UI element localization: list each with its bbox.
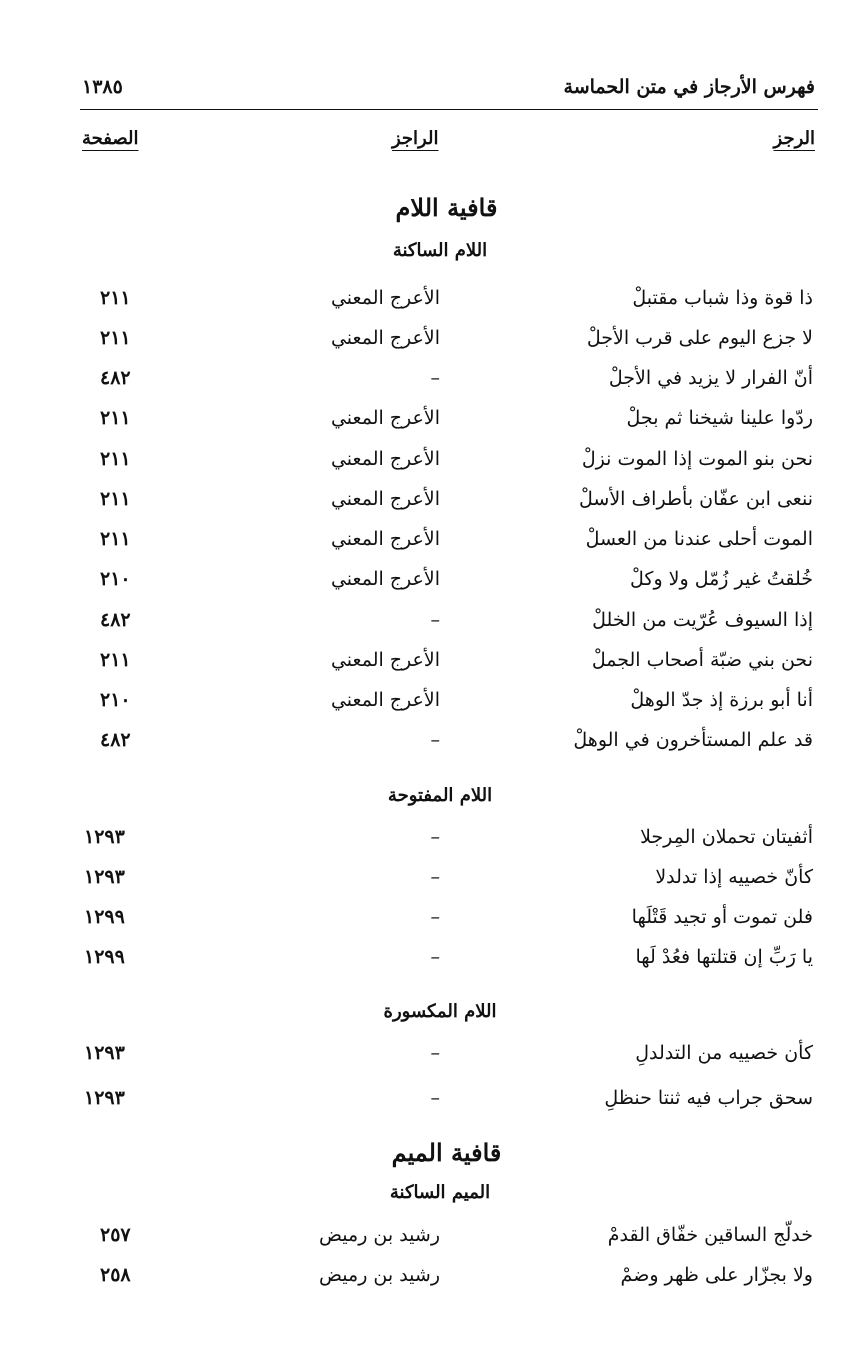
rajaz-verse: ولا بجزّار على ظهر وضمْ	[620, 1264, 813, 1286]
rajaz-verse: كأنّ خصييه إذا تدلدلا	[655, 866, 813, 888]
page-reference: ١٢٩٩	[84, 946, 125, 968]
page-reference: ٢١١	[100, 448, 131, 470]
column-header-rajaz: الرجز	[773, 128, 815, 149]
rajiz-name: –	[430, 946, 440, 968]
rajaz-verse: إذا السيوف عُرّيت من الخللْ	[592, 609, 813, 631]
header-rule	[80, 109, 818, 110]
page-reference: ١٢٩٩	[84, 906, 125, 928]
rajaz-verse: نحن بني ضبّة أصحاب الجملْ	[591, 649, 813, 671]
rajiz-name: –	[430, 729, 440, 751]
rajiz-name: رشيد بن رميض	[319, 1224, 440, 1246]
page-reference: ١٢٩٣	[84, 1042, 125, 1064]
rajaz-verse: سحق جراب فيه ثنتا حنظلِ	[604, 1087, 813, 1109]
page-reference: ٢١٠	[100, 689, 131, 711]
section-title: قافية اللام	[395, 193, 498, 222]
section-title: قافية الميم	[391, 1138, 502, 1167]
page-reference: ٢١١	[100, 327, 131, 349]
running-header-title: فهرس الأرجاز في متن الحماسة	[563, 76, 815, 98]
rajaz-verse: يا رَبِّ إن قتلتها فعُدْ لَها	[635, 946, 813, 968]
page-reference: ٢١١	[100, 528, 131, 550]
page-reference: ١٢٩٣	[84, 1087, 125, 1109]
rajiz-name: رشيد بن رميض	[319, 1264, 440, 1286]
page-reference: ٢١١	[100, 407, 131, 429]
rajaz-verse: نحن بنو الموت إذا الموت نزلْ	[581, 448, 813, 470]
page-reference: ٤٨٢	[100, 609, 131, 631]
rajaz-verse: أنّ الفرار لا يزيد في الأجلْ	[608, 367, 813, 389]
page-reference: ٢١١	[100, 488, 131, 510]
rajaz-verse: ننعى ابن عفّان بأطراف الأسلْ	[579, 488, 813, 510]
rajiz-name: –	[430, 866, 440, 888]
subsection-title: اللام الساكنة	[392, 240, 488, 261]
rajaz-verse: الموت أحلى عندنا من العسلْ	[585, 528, 813, 550]
rajaz-verse: خُلقتُ غير زُمّل ولا وكلْ	[630, 568, 813, 590]
page-reference: ٤٨٢	[100, 729, 131, 751]
rajaz-verse: لا جزع اليوم على قرب الأجلْ	[586, 327, 813, 349]
rajiz-name: الأعرج المعني	[330, 327, 440, 349]
rajiz-name: الأعرج المعني	[330, 488, 440, 510]
rajiz-name: –	[430, 906, 440, 928]
rajiz-name: –	[430, 1087, 440, 1109]
page-reference: ٢٥٧	[100, 1224, 131, 1246]
page-reference: ٤٨٢	[100, 367, 131, 389]
rajiz-name: الأعرج المعني	[330, 448, 440, 470]
rajiz-name: الأعرج المعني	[330, 528, 440, 550]
rajiz-name: الأعرج المعني	[330, 568, 440, 590]
rajaz-verse: قد علم المستأخرون في الوهلْ	[573, 729, 813, 751]
page-reference: ٢١١	[100, 287, 131, 309]
page-reference: ٢١١	[100, 649, 131, 671]
rajiz-name: الأعرج المعني	[330, 287, 440, 309]
rajaz-verse: أنا أبو برزة إذ جدّ الوهلْ	[630, 689, 813, 711]
rajaz-verse: كأن خصييه من التدلدلِ	[635, 1042, 813, 1064]
rajiz-name: الأعرج المعني	[330, 689, 440, 711]
rajaz-verse: ردّوا علينا شيخنا ثم بجلْ	[626, 407, 813, 429]
rajiz-name: –	[430, 826, 440, 848]
page-reference: ١٢٩٣	[84, 826, 125, 848]
rajiz-name: الأعرج المعني	[330, 649, 440, 671]
rajiz-name: –	[430, 609, 440, 631]
page-reference: ١٢٩٣	[84, 866, 125, 888]
rajaz-verse: أثفيتان تحملان المِرجلا	[640, 826, 813, 848]
subsection-title: اللام المكسورة	[383, 1001, 497, 1022]
column-header-rajiz: الراجز	[392, 128, 439, 149]
rajiz-name: –	[430, 367, 440, 389]
page-number: ١٣٨٥	[82, 76, 123, 98]
page-reference: ٢١٠	[100, 568, 131, 590]
subsection-title: الميم الساكنة	[389, 1182, 491, 1203]
rajaz-verse: خدلّج الساقين خفّاق القدمْ	[607, 1224, 813, 1246]
page-reference: ٢٥٨	[100, 1264, 131, 1286]
rajaz-verse: فلن تموت أو تجيد قَتْلَها	[631, 906, 813, 928]
rajiz-name: –	[430, 1042, 440, 1064]
rajiz-name: الأعرج المعني	[330, 407, 440, 429]
subsection-title: اللام المفتوحة	[387, 785, 493, 806]
column-header-page: الصفحة	[82, 128, 139, 149]
rajaz-verse: ذا قوة وذا شباب مقتبلْ	[632, 287, 813, 309]
